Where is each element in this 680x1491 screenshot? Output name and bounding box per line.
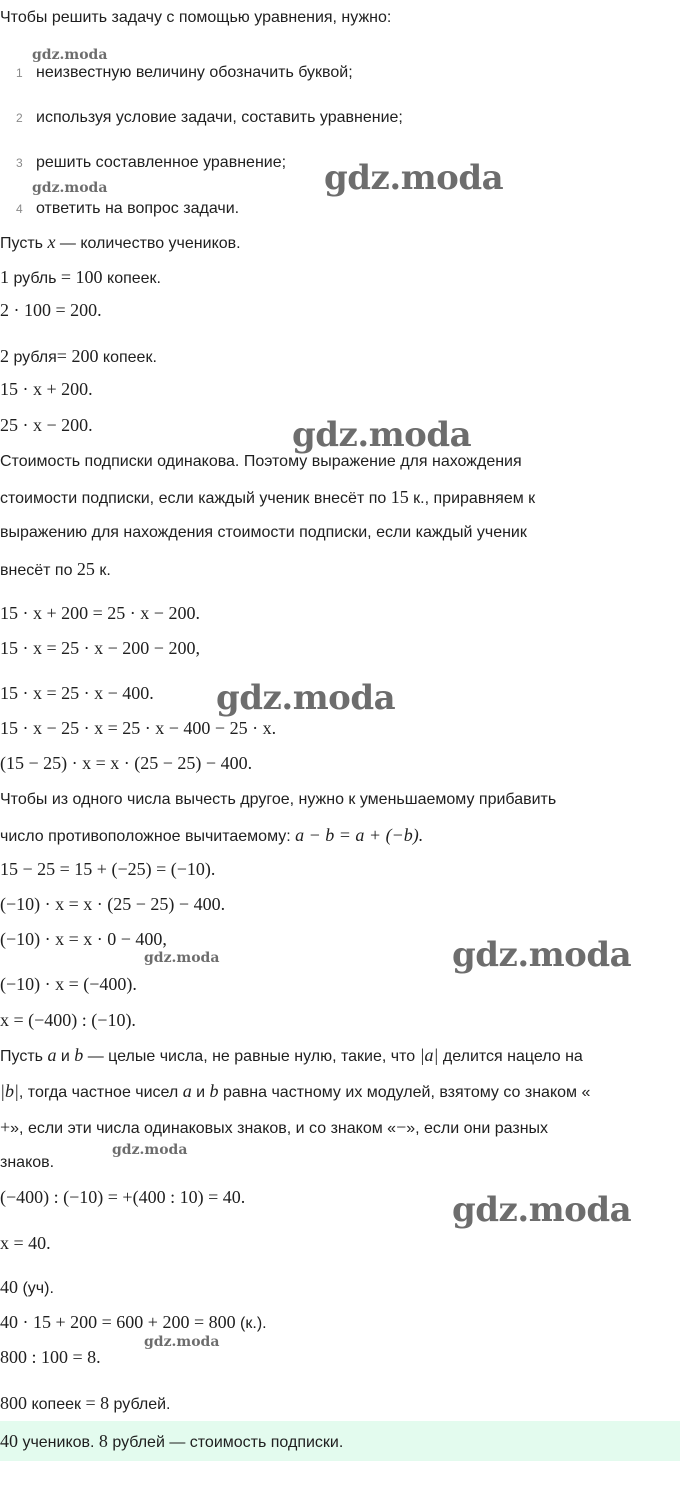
math: 40 xyxy=(0,1431,18,1451)
math-var: x xyxy=(47,232,56,252)
watermark-logo: gdz.moda xyxy=(144,950,220,966)
math-var: b xyxy=(209,1081,219,1101)
math: 40 xyxy=(0,1277,18,1297)
equation-line: 15 · x = 25 · x − 400. xyxy=(0,683,154,703)
watermark-logo: gdz.moda xyxy=(32,180,108,196)
text: равна частному их модулей, взятому со знаком « xyxy=(218,1084,591,1101)
math: = 8 xyxy=(85,1393,110,1413)
equation-line: (15 − 25) · x = x · (25 − 25) − 400. xyxy=(0,753,253,773)
step-text: используя условие задачи, составить уравнение; xyxy=(36,109,403,126)
paragraph-line: Стоимость подписки одинакова. Поэтому выражение для нахождения xyxy=(0,453,522,470)
math-var: b xyxy=(74,1045,84,1065)
equation-line: 15 · x + 200 = 25 · x − 200. xyxy=(0,603,200,623)
math: 25 xyxy=(76,559,95,579)
intro-text: Чтобы решить задачу с помощью уравнения, нужно: xyxy=(0,9,392,26)
text: к., приравняем к xyxy=(408,490,536,507)
math: − xyxy=(396,1117,407,1137)
watermark-logo: gdz.moda xyxy=(144,1334,220,1350)
text: (уч). xyxy=(18,1280,54,1297)
text: стоимости подписки, если каждый ученик внесёт по xyxy=(0,490,391,507)
math-line: 800 : 100 = 8. xyxy=(0,1347,101,1367)
equation-line: (−400) : (−10) = +(400 : 10) = 40. xyxy=(0,1187,246,1207)
text: Пусть xyxy=(0,1048,48,1065)
math: = 100 xyxy=(60,267,103,287)
step-number: 2 xyxy=(16,111,23,125)
text: рублей — стоимость подписки. xyxy=(107,1434,344,1451)
math: = 200 xyxy=(56,346,99,366)
step-number: 1 xyxy=(16,66,23,80)
watermark-logo: gdz.moda xyxy=(216,678,396,718)
paragraph-line: Чтобы из одного числа вычесть другое, нужно к уменьшаемому прибавить xyxy=(0,791,557,808)
math: 8 xyxy=(98,1431,108,1451)
text: копеек. xyxy=(102,270,161,287)
text: внесёт по xyxy=(0,562,77,579)
answer-box xyxy=(0,1421,680,1461)
paragraph-line xyxy=(0,825,423,847)
paragraph-line xyxy=(0,1045,583,1067)
text: и xyxy=(191,1084,210,1101)
text: число противоположное вычитаемому: xyxy=(0,828,296,845)
step-text: решить составленное уравнение; xyxy=(36,154,287,171)
equation-line: (−10) · x = x · (25 − 25) − 400. xyxy=(0,894,226,914)
cost-line xyxy=(0,1312,267,1334)
text: рублей. xyxy=(109,1396,171,1413)
let-x-line xyxy=(0,232,241,254)
math: 15 xyxy=(390,487,409,507)
watermark-logo: gdz.moda xyxy=(452,935,632,975)
paragraph-line xyxy=(0,487,535,509)
text: — целые числа, не равные нулю, такие, что xyxy=(83,1048,420,1065)
text: учеников. xyxy=(18,1434,99,1451)
math: + xyxy=(0,1117,11,1137)
watermark-logo: gdz.moda xyxy=(452,1190,632,1230)
text: », если эти числа одинаковых знаков, и со знаком « xyxy=(10,1120,397,1137)
math: a − b = a + (−b). xyxy=(295,825,424,845)
step-number: 3 xyxy=(16,156,23,170)
math-line: 2 · 100 = 200. xyxy=(0,300,102,320)
math: 40 · 15 + 200 = 600 + 200 = 800 xyxy=(0,1312,236,1332)
watermark-logo: gdz.moda xyxy=(324,158,504,198)
equation-line: 15 · x = 25 · x − 200 − 200, xyxy=(0,638,200,658)
watermark-logo: gdz.moda xyxy=(32,47,108,63)
paragraph-line xyxy=(0,1081,590,1103)
equation-line: 15 · x − 25 · x = 25 · x − 400 − 25 · x. xyxy=(0,718,277,738)
equation-line: x = (−400) : (−10). xyxy=(0,1010,136,1030)
kopeks-line xyxy=(0,1393,171,1415)
text: и xyxy=(56,1048,75,1065)
text: , тогда частное чисел xyxy=(18,1084,183,1101)
math-var: a xyxy=(182,1081,192,1101)
text: копеек xyxy=(27,1396,86,1413)
math-var: a xyxy=(47,1045,57,1065)
equation-line: x = 40. xyxy=(0,1233,51,1253)
step-text: неизвестную величину обозначить буквой; xyxy=(36,64,353,81)
math: |b| xyxy=(0,1081,19,1101)
text: Пусть xyxy=(0,235,48,252)
text: — количество учеников. xyxy=(55,235,241,252)
paragraph-line: выражению для нахождения стоимости подписки, если каждый ученик xyxy=(0,524,527,541)
students-line xyxy=(0,1277,54,1299)
paragraph-line xyxy=(0,1117,548,1139)
step-number: 4 xyxy=(16,202,23,216)
text: рубль xyxy=(9,270,61,287)
step-text: ответить на вопрос задачи. xyxy=(36,200,240,217)
equation-line: 15 − 25 = 15 + (−25) = (−10). xyxy=(0,859,216,879)
math: |a| xyxy=(419,1045,439,1065)
math: 1 xyxy=(0,267,9,287)
text: (к.). xyxy=(235,1315,267,1332)
text: делится нацело на xyxy=(438,1048,583,1065)
paragraph-line: знаков. xyxy=(0,1154,55,1171)
watermark-logo: gdz.moda xyxy=(292,415,472,455)
equation-line: (−10) · x = x · 0 − 400, xyxy=(0,929,167,949)
ruble-line xyxy=(0,267,161,289)
math-line: 25 · x − 200. xyxy=(0,415,93,435)
text: к. xyxy=(94,562,111,579)
equation-line: (−10) · x = (−400). xyxy=(0,974,137,994)
paragraph-line xyxy=(0,559,111,581)
math: 800 xyxy=(0,1393,27,1413)
math-line: 15 · x + 200. xyxy=(0,379,93,399)
math: 2 xyxy=(0,346,9,366)
text: », если они разных xyxy=(406,1120,549,1137)
watermark-logo: gdz.moda xyxy=(112,1142,188,1158)
text: рубля xyxy=(9,349,57,366)
text: копеек. xyxy=(98,349,157,366)
answer-text xyxy=(0,1431,343,1453)
rubles-line xyxy=(0,346,157,368)
